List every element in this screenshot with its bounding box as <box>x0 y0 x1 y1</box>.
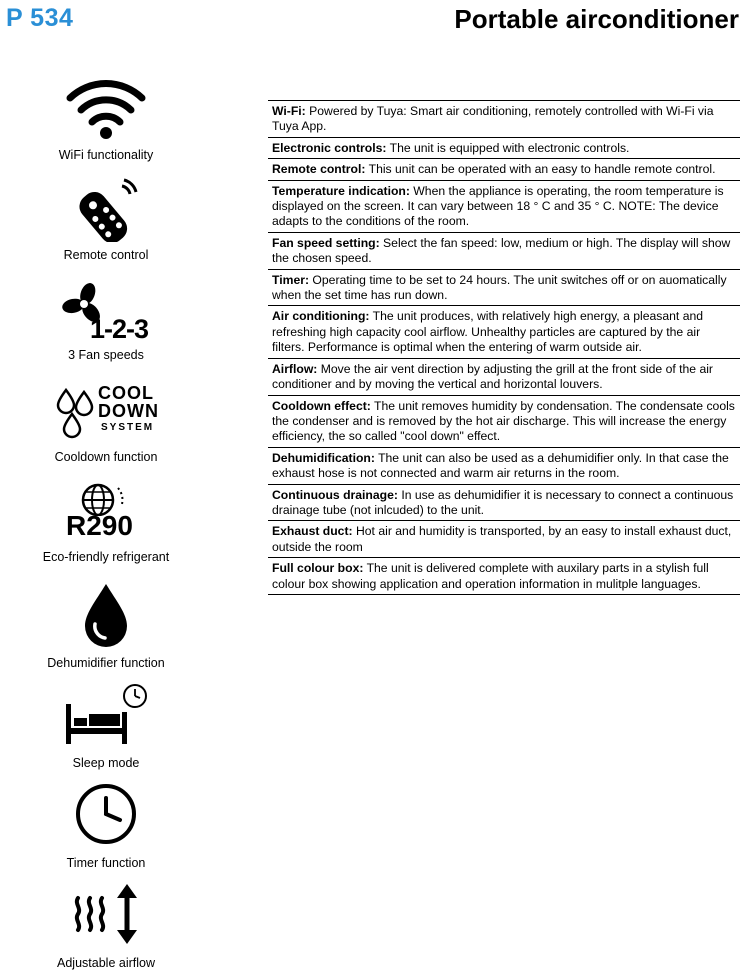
spec-term: Exhaust duct: <box>272 524 353 539</box>
feature-label: Cooldown function <box>54 450 158 464</box>
model-number: P 534 <box>6 4 74 32</box>
down-text: DOWN <box>98 401 159 421</box>
spec-text: This unit can be operated with an easy to handle remote control. <box>365 162 716 177</box>
spec-text: When the appliance is operating, the room temperature is displayed on the screen. It can vary between 18 ° C and 35 ° C. NOTE: The device adapts to the conditions of the room. <box>272 183 724 229</box>
spec-term: Remote control: <box>272 162 366 177</box>
system-text: SYSTEM <box>101 422 155 433</box>
spec-row-dehumidification <box>268 448 740 485</box>
spec-row-colour-box <box>268 558 740 595</box>
feature-timer <box>0 782 212 870</box>
spec-term: Cooldown effect: <box>272 398 371 413</box>
spec-row-electronic-controls <box>268 138 740 159</box>
spec-text: Powered by Tuya: Smart air conditioning, remotely controlled with Wi-Fi via Tuya App. <box>272 104 714 134</box>
spec-term: Wi-Fi: <box>272 104 306 118</box>
water-drop-icon <box>81 582 131 648</box>
refrigerant-globe-icon <box>54 482 164 544</box>
cool-text: COOL <box>98 383 154 403</box>
spec-text: The unit is equipped with electronic controls. <box>386 140 630 155</box>
r290-text: R290 <box>66 510 133 541</box>
spec-text: Operating time to be set to 24 hours. The unit switches off or on auomatically when the set time has run down. <box>272 272 727 303</box>
spec-term: Timer: <box>272 272 310 287</box>
spec-text: The unit removes humidity by condensation. The condensate cools the condenser and is removed by the hot air discharge. This will increase the energy efficiency, the so called "cool down" effect. <box>272 398 735 444</box>
fan-speed-text: 1-2-3 <box>90 314 149 344</box>
sleep-bed-icon <box>64 682 154 748</box>
spec-term: Dehumidification: <box>272 450 375 465</box>
spec-row-temperature-indication <box>268 181 740 233</box>
spec-row-fan-speed <box>268 233 740 270</box>
spec-text: In use as dehumidifier it is necessary to connect a continuous drainage tube (not inlcuded) to the unit. <box>272 487 734 517</box>
feature-refrigerant <box>0 482 212 564</box>
spec-row-exhaust-duct <box>268 521 740 558</box>
spec-row-wifi <box>268 101 740 138</box>
feature-remote-control <box>0 176 212 262</box>
spec-row-airflow <box>268 359 740 396</box>
spec-row-timer <box>268 270 740 307</box>
spec-row-remote-control <box>268 159 740 180</box>
spec-term: Continuous drainage: <box>272 487 398 502</box>
wifi-icon <box>66 76 146 140</box>
feature-dehumidifier <box>0 582 212 670</box>
feature-label: Eco-friendly refrigerant <box>42 550 170 564</box>
spec-text: The unit produces, with relatively high energy, a pleasant and refreshing high capacity cool airflow. Unhealthy particles are captured by the air filters. Performance is optimal when the entering of warm outside air. <box>272 309 704 355</box>
spec-term: Electronic controls: <box>272 140 387 155</box>
spec-term: Airflow: <box>272 361 318 376</box>
spec-term: Air conditioning: <box>272 309 370 324</box>
spec-text: Select the fan speed: low, medium or high. The display will show the chosen speed. <box>272 235 731 266</box>
feature-label: Adjustable airflow <box>57 956 155 970</box>
feature-label: Dehumidifier function <box>47 656 165 670</box>
spec-term: Full colour box: <box>272 561 364 576</box>
spec-row-cooldown <box>268 396 740 448</box>
feature-label: Sleep mode <box>72 756 140 770</box>
spec-term: Temperature indication: <box>272 183 410 198</box>
spec-text: The unit is delivered complete with auxilary parts in a stylish full colour box showing application and operation information in mulitple languages. <box>272 561 709 591</box>
page-title: Portable airconditioner <box>454 4 739 34</box>
remote-control-icon <box>72 176 142 242</box>
fan-speeds-icon <box>58 282 158 344</box>
spec-row-continuous-drainage <box>268 485 740 522</box>
feature-label: WiFi functionality <box>58 148 154 162</box>
specification-table <box>268 100 740 595</box>
spec-text: Move the air vent direction by adjusting the grill at the front side of the air conditioner and by moving the vertical and horizontal louvers. <box>272 361 713 392</box>
clock-icon <box>74 782 138 846</box>
spec-text: The unit can also be used as a dehumidifier only. In that case the exhaust hose is not connected and warm air returns in the room. <box>272 450 729 481</box>
airflow-icon <box>70 882 146 948</box>
feature-label: 3 Fan speeds <box>68 348 144 362</box>
cool-down-icon <box>56 382 159 442</box>
spec-term: Fan speed setting: <box>272 235 380 250</box>
feature-wifi <box>0 76 212 162</box>
feature-label: Timer function <box>66 856 146 870</box>
spec-row-air-conditioning <box>268 306 740 358</box>
feature-fan-speeds <box>0 282 212 362</box>
feature-cooldown <box>0 382 212 464</box>
feature-label: Remote control <box>63 248 149 262</box>
feature-airflow <box>0 882 212 970</box>
feature-sleep <box>0 682 212 770</box>
spec-text: Hot air and humidity is transported, by an easy to install exhaust duct, outside the room <box>272 524 732 554</box>
